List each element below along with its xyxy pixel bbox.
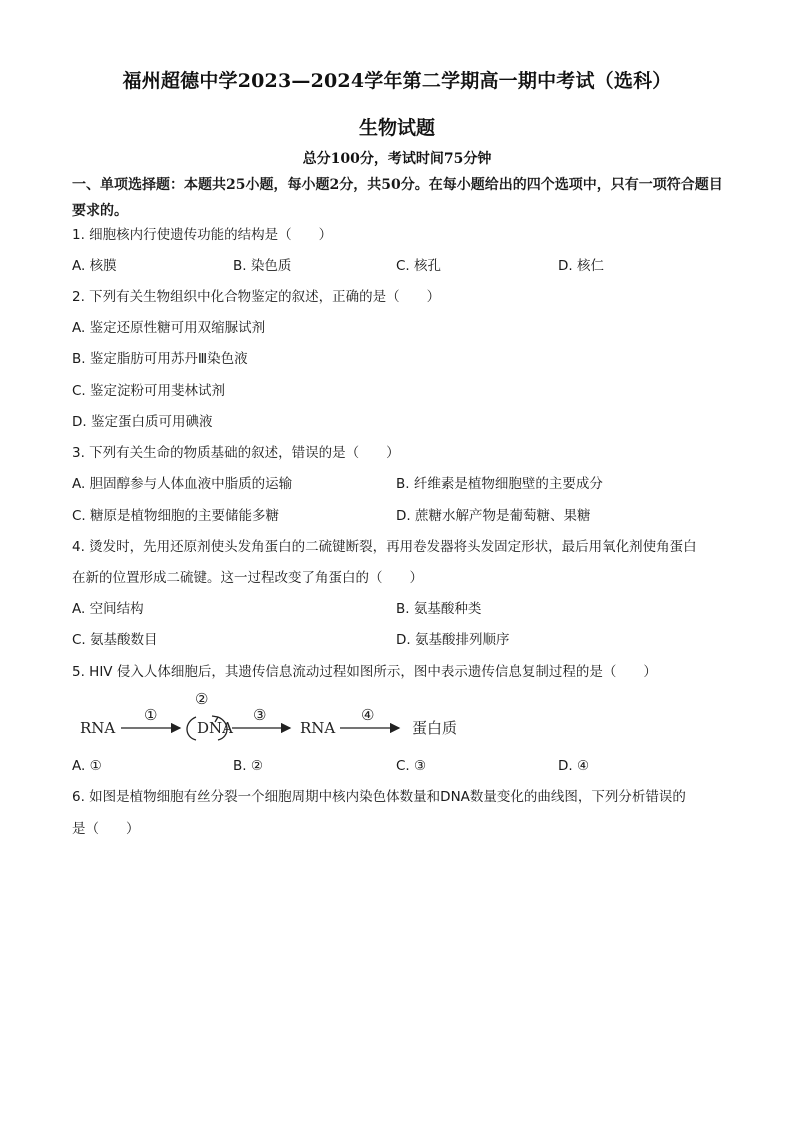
diagram-node-rna-1: RNA (80, 719, 116, 737)
hiv-information-flow-diagram (72, 690, 492, 746)
q4-option-b: B. 氨基酸种类 (396, 601, 482, 617)
diagram-step-2: ② (195, 690, 209, 708)
subject-title: 生物试题 (358, 117, 435, 139)
question-4-stem-line1: 4. 烫发时，先用还原剂使头发角蛋白的二硫键断裂，再用卷发器将头发固定形状，最后用氧化剂使角蛋白 (72, 539, 697, 555)
q4-option-c: C. 氨基酸数目 (72, 632, 158, 648)
question-6-stem-line1: 6. 如图是植物细胞有丝分裂一个细胞周期中核内染色体数量和DNA数量变化的曲线图，下列分析错误的 (72, 789, 686, 805)
question-4-stem-line2: 在新的位置形成二硫键。这一过程改变了角蛋白的（ ） (72, 570, 423, 586)
question-6-stem-line2: 是（ ） (72, 821, 140, 837)
question-5-stem: 5. HIV 侵入人体细胞后，其遗传信息流动过程如图所示，图中表示遗传信息复制过程的是（ ） (72, 664, 657, 680)
diagram-node-protein: 蛋白质 (412, 719, 458, 737)
exam-title: 福州超德中学2023—2024学年第二学期高一期中考试（选科） (122, 70, 672, 92)
q5-option-d: D. ④ (558, 758, 590, 774)
question-1-stem: 1. 细胞核内行使遗传功能的结构是（ ） (72, 227, 333, 243)
diagram-node-rna-2: RNA (300, 719, 336, 737)
q1-option-a: A. 核膜 (72, 258, 117, 274)
section-heading: 一、单项选择题：本题共25小题，每小题2分，共50分。在每小题给出的四个选项中，只有一项符合题目要求的。 (72, 177, 723, 219)
diagram-step-4: ④ (361, 706, 375, 724)
q3-option-a: A. 胆固醇参与人体血液中脂质的运输 (72, 476, 293, 492)
q1-option-c: C. 核孔 (396, 258, 442, 274)
q3-option-b: B. 纤维素是植物细胞壁的主要成分 (396, 476, 603, 492)
q1-option-d: D. 核仁 (558, 258, 604, 274)
q2-option-d: D. 鉴定蛋白质可用碘液 (72, 414, 213, 430)
diagram-step-3: ③ (253, 706, 267, 724)
q4-option-d: D. 氨基酸排列顺序 (396, 632, 510, 648)
q1-option-b: B. 染色质 (233, 258, 292, 274)
q3-option-c: C. 糖原是植物细胞的主要储能多糖 (72, 508, 280, 524)
q5-option-c: C. ③ (396, 758, 427, 774)
question-2-stem: 2. 下列有关生物组织中化合物鉴定的叙述，正确的是（ ） (72, 289, 441, 305)
q5-option-a: A. ① (72, 758, 102, 774)
q2-option-b: B. 鉴定脂肪可用苏丹Ⅲ染色液 (72, 351, 248, 367)
diagram-step-1: ① (144, 706, 158, 724)
q2-option-c: C. 鉴定淀粉可用斐林试剂 (72, 383, 226, 399)
q5-option-b: B. ② (233, 758, 263, 774)
q3-option-d: D. 蔗糖水解产物是葡萄糖、果糖 (396, 508, 591, 524)
question-3-stem: 3. 下列有关生命的物质基础的叙述，错误的是（ ） (72, 445, 400, 461)
exam-info: 总分100分，考试时间75分钟 (302, 151, 492, 167)
q2-option-a: A. 鉴定还原性糖可用双缩脲试剂 (72, 320, 266, 336)
q4-option-a: A. 空间结构 (72, 601, 144, 617)
diagram-node-dna: DNA (197, 719, 233, 737)
